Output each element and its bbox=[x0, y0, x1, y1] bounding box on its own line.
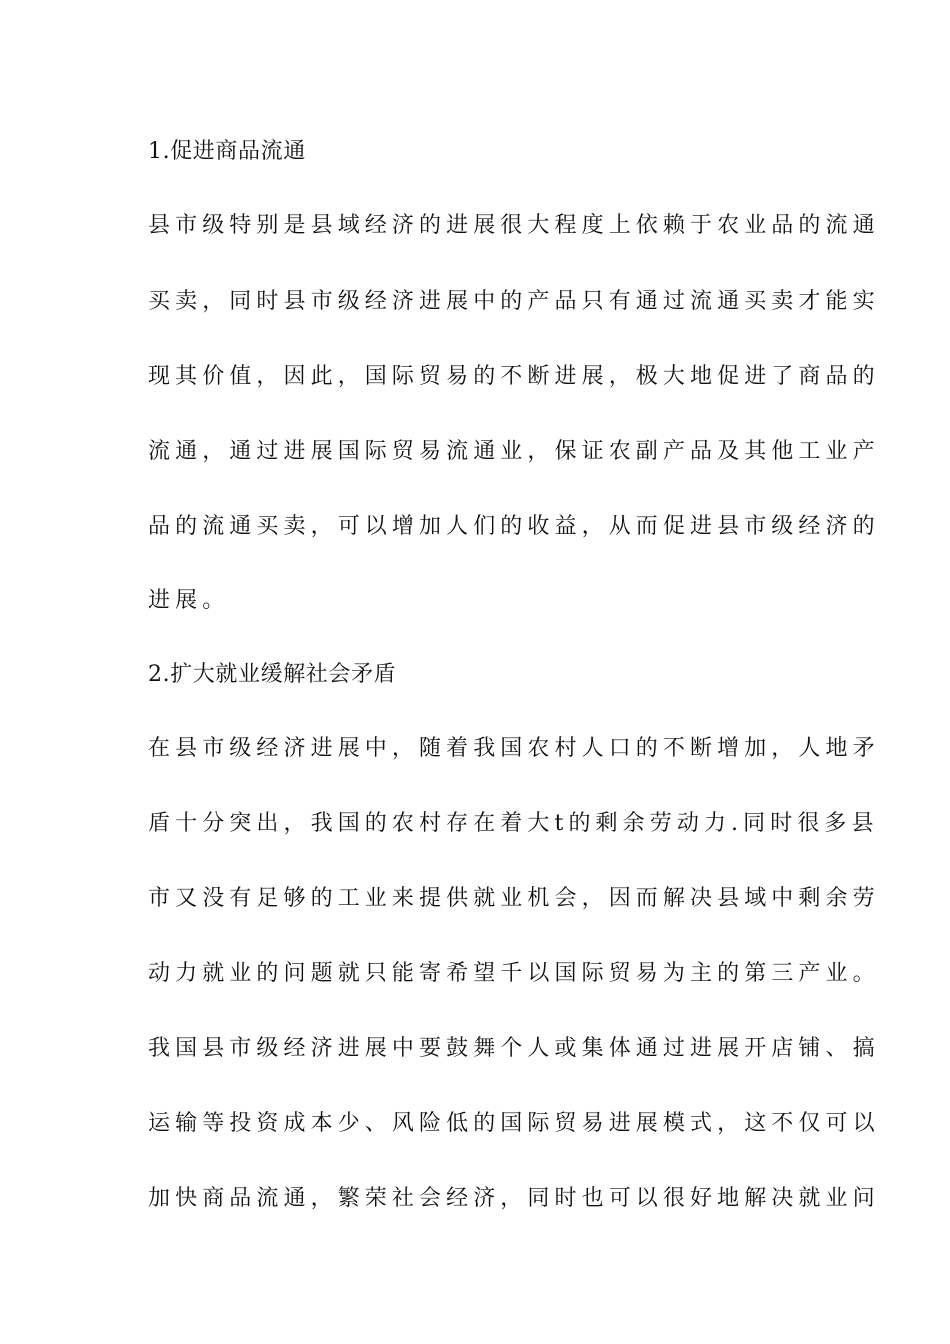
paragraph-line: 县市级特别是县域经济的进展很大程度上依赖于农业品的流通 bbox=[148, 213, 880, 238]
paragraph-line: 我国县市级经济进展中要鼓舞个人或集体通过进展开店铺、搞 bbox=[148, 1036, 880, 1061]
paragraph-line: 盾十分突出，我国的农村存在着大t的剩余劳动力.同时很多县 bbox=[148, 811, 879, 836]
paragraph-line: 流通，通过进展国际贸易流通业，保证农副产品及其他工业产 bbox=[148, 439, 880, 464]
paragraph-line: 加快商品流通，繁荣社会经济，同时也可以很好地解决就业问 bbox=[148, 1186, 880, 1211]
paragraph-line: 进展。 bbox=[148, 588, 230, 613]
paragraph-line: 市又没有足够的工业来提供就业机会，因而解决县域中剩余劳 bbox=[148, 886, 880, 911]
section-heading-1: 1.促进商品流通 bbox=[148, 139, 306, 164]
paragraph-line: 在县市级经济进展中，随着我国农村人口的不断增加，人地矛 bbox=[148, 736, 880, 761]
section-heading-2: 2.扩大就业缓解社会矛盾 bbox=[148, 662, 397, 687]
paragraph-line: 运输等投资成本少、风险低的国际贸易进展模式，这不仅可以 bbox=[148, 1111, 880, 1136]
paragraph-line: 动力就业的问题就只能寄希望千以国际贸易为主的第三产业。 bbox=[148, 961, 880, 986]
paragraph-line: 买卖，同时县市级经济进展中的产品只有通过流通买卖才能实 bbox=[148, 289, 880, 314]
paragraph-line: 品的流通买卖，可以增加人们的收益，从而促进县市级经济的 bbox=[148, 514, 880, 539]
paragraph-line: 现其价值，因此，国际贸易的不断进展，极大地促进了商品的 bbox=[148, 364, 880, 389]
